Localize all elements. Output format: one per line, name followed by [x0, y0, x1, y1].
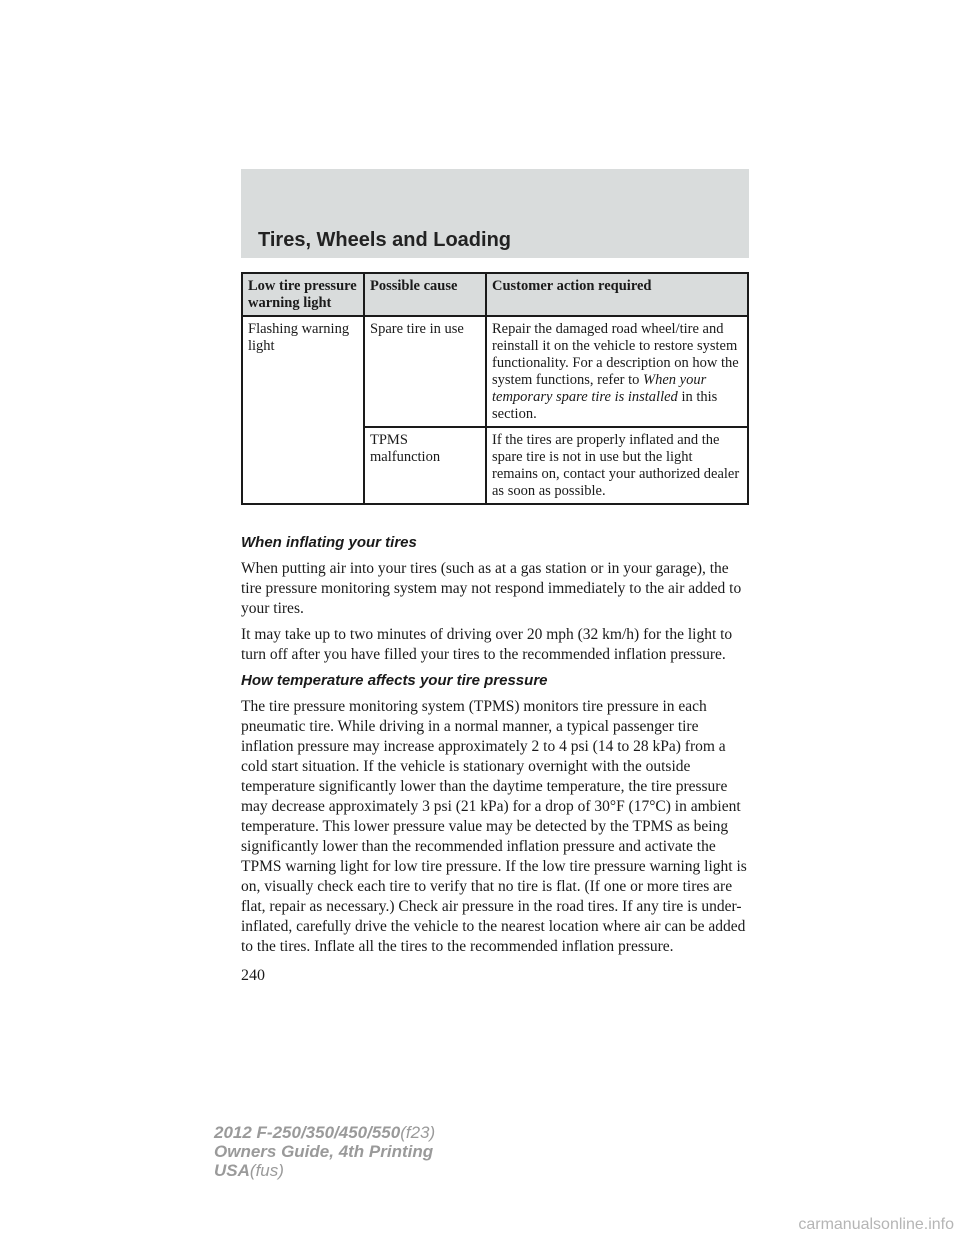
footer-line-market: [214, 1161, 435, 1180]
footer-line-model: [214, 1123, 435, 1142]
document-footer: [214, 1123, 435, 1180]
header-customer-action: Customer action required: [486, 273, 748, 316]
watermark: carmanualsonline.info: [798, 1216, 954, 1233]
cause-cell: TPMS malfunction: [364, 427, 486, 504]
action-text-end: in this section.: [492, 389, 718, 422]
footer-line-guide: [214, 1142, 435, 1161]
subheading-inflating: When inflating your tires: [241, 534, 417, 551]
table-row: [242, 316, 748, 427]
section-title: Tires, Wheels and Loading: [258, 229, 512, 251]
paragraph: When putting air into your tires (such as at a gas station or in your garage), the tire pressure monitoring system may not respond immediately to the air added to your tires.: [241, 560, 742, 617]
footer-guide: Owners Guide, 4th Printing: [214, 1142, 434, 1161]
action-reference: When your temporary spare tire is installed: [492, 372, 707, 405]
action-cell: [486, 316, 748, 427]
table-header-row: [242, 273, 748, 316]
body-content: [241, 533, 751, 963]
paragraph: It may take up to two minutes of driving over 20 mph (32 km/h) for the light to turn off after you have filled your tires to the recommended inflation pressure.: [241, 626, 733, 663]
footer-market: USA: [214, 1161, 250, 1180]
tpms-warning-table: [241, 272, 749, 505]
footer-market-code: (fus): [249, 1161, 284, 1180]
action-text: Repair the damaged road wheel/tire and reinstall it on the vehicle to restore system functionality. For a description on how the system functions, refer to: [492, 321, 739, 388]
header-possible-cause: Possible cause: [364, 273, 486, 316]
footer-model-code: (f23): [400, 1123, 436, 1142]
paragraph: The tire pressure monitoring system (TPMS) monitors tire pressure in each pneumatic tire. While driving in a normal manner, a typical passenger tire inflation pressure may increase approximately 2 to 4 psi (14 to 28 kPa) from a cold start situation. If the vehicle is stationary overnight with the outside temperature significantly lower than the daytime temperature, the tire pressure may decrease approximately 3 psi (21 kPa) for a drop of 30°F (17°C) in ambient temperature. This lower pressure value may be detected by the TPMS as being significantly lower than the recommended inflation pressure and activate the TPMS warning light for low tire pressure. If the low tire pressure warning light is on, visually check each tire to verify that no tire is flat. (If one or more tires are flat, repair as necessary.) Check air pressure in the road tires. If any tire is under-inflated, carefully drive the vehicle to the nearest location where air can be added to the tires. Inflate all the tires to the recommended inflation pressure.: [241, 698, 747, 955]
header-warning-light: Low tire pressure warning light: [242, 273, 364, 316]
action-cell: If the tires are properly inflated and the spare tire is not in use but the light remains on, contact your authorized dealer as soon as possible.: [486, 427, 748, 504]
footer-model: 2012 F-250/350/450/550: [214, 1123, 401, 1142]
cause-cell: Spare tire in use: [364, 316, 486, 427]
indicator-cell: Flashing warning light: [242, 316, 364, 504]
page-number: 240: [241, 967, 265, 984]
subheading-temperature: How temperature affects your tire pressure: [241, 672, 548, 689]
